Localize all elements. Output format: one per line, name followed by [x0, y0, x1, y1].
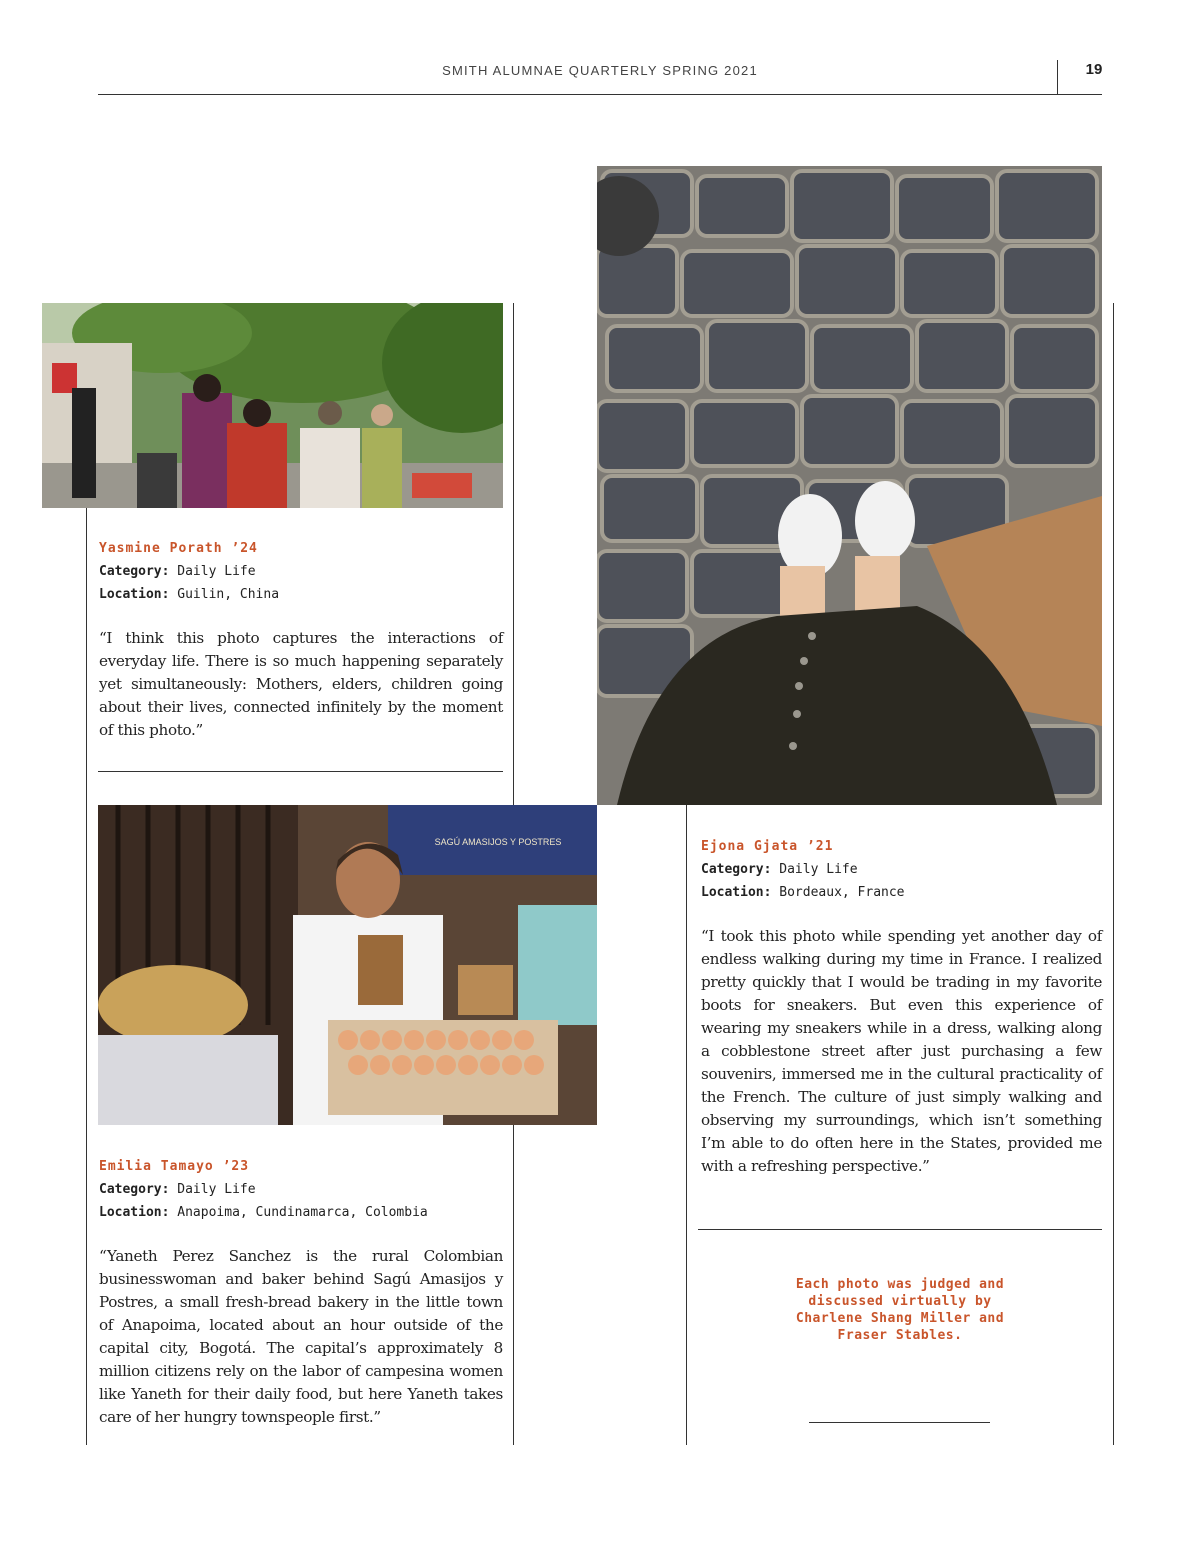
entry-3-quote: “I took this photo while spending yet another day of endless walking during my time in France. I realized pretty quickly that I would be trading in my favorite boots for sneakers. But even this experience of wearing my sneakers while in a dress, walking along a cobblestone street after just purchasing a few souvenirs, immersed me in the cultural practicality of the French. The culture of just simply walking and observing my surroundings, which isn’t something I’m able to do often here in the States, provided me with a refreshing perspective.” [701, 927, 1102, 1175]
entry-2-category [99, 1178, 509, 1201]
category-label: Category: [99, 564, 170, 579]
entry-3-category [701, 858, 1101, 881]
entry-2-quote: “Yaneth Perez Sanchez is the rural Colombian businesswoman and baker behind Sagú Amasijos y Postres, a small fresh-bread bakery in the little town of Anapoima, located about an hour outside of the capital city, Bogotá. The capital’s approximately 8 million citizens rely on the labor of campesina women like Yaneth for their daily food, but here Yaneth takes care of her hungry townspeople first.” [99, 1247, 503, 1426]
entry-3-rule [698, 1229, 1102, 1230]
location-value: Guilin, China [177, 587, 280, 602]
entry-1-category [99, 560, 499, 583]
running-head: SMITH ALUMNAE QUARTERLY SPRING 2021 [442, 63, 758, 78]
location-label: Location: [99, 1205, 170, 1220]
judges-note: Each photo was judged and discussed virtually by Charlene Shang Miller and Fraser Stables. [795, 1277, 1005, 1343]
sneakers-photo [597, 166, 1102, 805]
entry-2-caption [99, 1155, 509, 1224]
category-value: Daily Life [177, 1182, 256, 1197]
location-value: Bordeaux, France [779, 885, 905, 900]
column-rule-mid-right [686, 805, 687, 1445]
category-value: Daily Life [779, 862, 858, 877]
bakery-sign-label: SAGÚ AMASIJOS Y POSTRES [434, 837, 562, 847]
entry-3-location [701, 881, 1101, 904]
page-number: 19 [1085, 61, 1103, 78]
entry-1-caption [99, 537, 499, 606]
location-label: Location: [99, 587, 170, 602]
column-rule-right [1113, 303, 1114, 1445]
entry-2-location [99, 1201, 509, 1224]
header-divider [1057, 60, 1058, 94]
entry-2-name: Emilia Tamayo ’23 [99, 1159, 250, 1174]
entry-1-location [99, 583, 499, 606]
header-rule [98, 94, 1102, 95]
entry-3-caption [701, 835, 1101, 904]
category-label: Category: [99, 1182, 170, 1197]
category-value: Daily Life [177, 564, 256, 579]
entry-1-rule [98, 771, 503, 772]
street-scene-photo [42, 303, 503, 508]
baker-photo [98, 805, 597, 1125]
location-label: Location: [701, 885, 772, 900]
location-value: Anapoima, Cundinamarca, Colombia [177, 1205, 428, 1220]
judges-note-rule [809, 1422, 990, 1423]
entry-1-name: Yasmine Porath ’24 [99, 541, 258, 556]
category-label: Category: [701, 862, 772, 877]
entry-3-name: Ejona Gjata ’21 [701, 839, 834, 854]
entry-1-quote: “I think this photo captures the interactions of everyday life. There is so much happening separately yet simultaneously: Mothers, elders, children going about their lives, connected infinitely by the moment of this photo.” [99, 629, 503, 739]
